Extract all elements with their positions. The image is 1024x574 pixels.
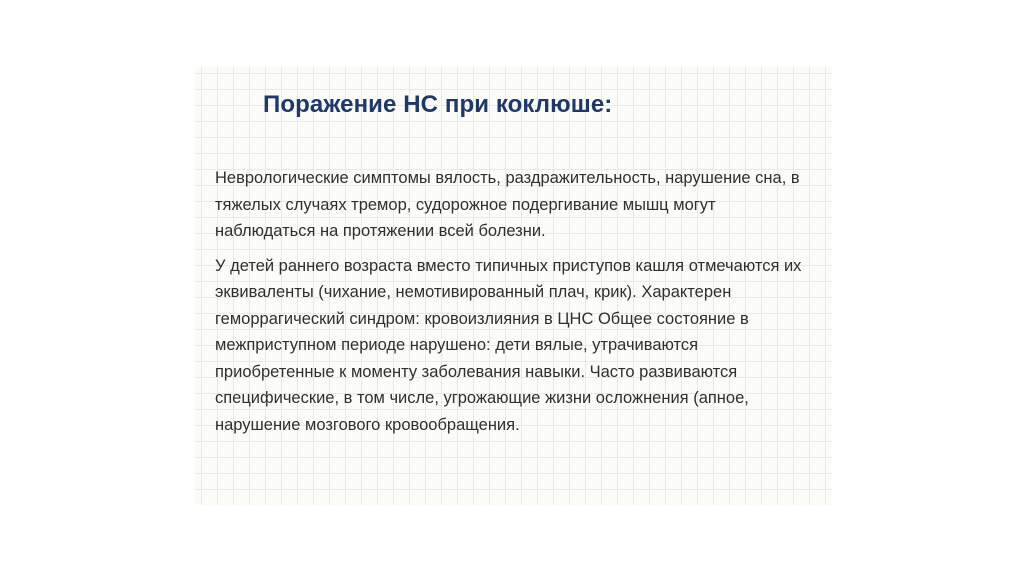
slide [195,67,832,505]
paragraph-neurological-symptoms: Неврологические симптомы вялость, раздражительность, нарушение сна, в тяжелых случаях тремор, судорожное подергивание мышц могут наблюдаться на протяжении всей болезни. [215,169,800,240]
slide-title: Поражение НС при коклюше: [263,91,613,118]
paragraph-young-children: У детей раннего возраста вместо типичных приступов кашля отмечаются их эквиваленты (чихание, немотивированный плач, крик). Характерен геморрагический синдром: кровоизлияния в ЦНС Общее состояние в межприступном периоде нарушено: дети вялые, утрачиваются приобретенные к моменту заболевания навыки. Часто развиваются специфические, в том числе, угрожающие жизни осложнения (апное, нарушение мозгового кровообращения. [215,256,802,434]
slide-body [215,165,815,438]
